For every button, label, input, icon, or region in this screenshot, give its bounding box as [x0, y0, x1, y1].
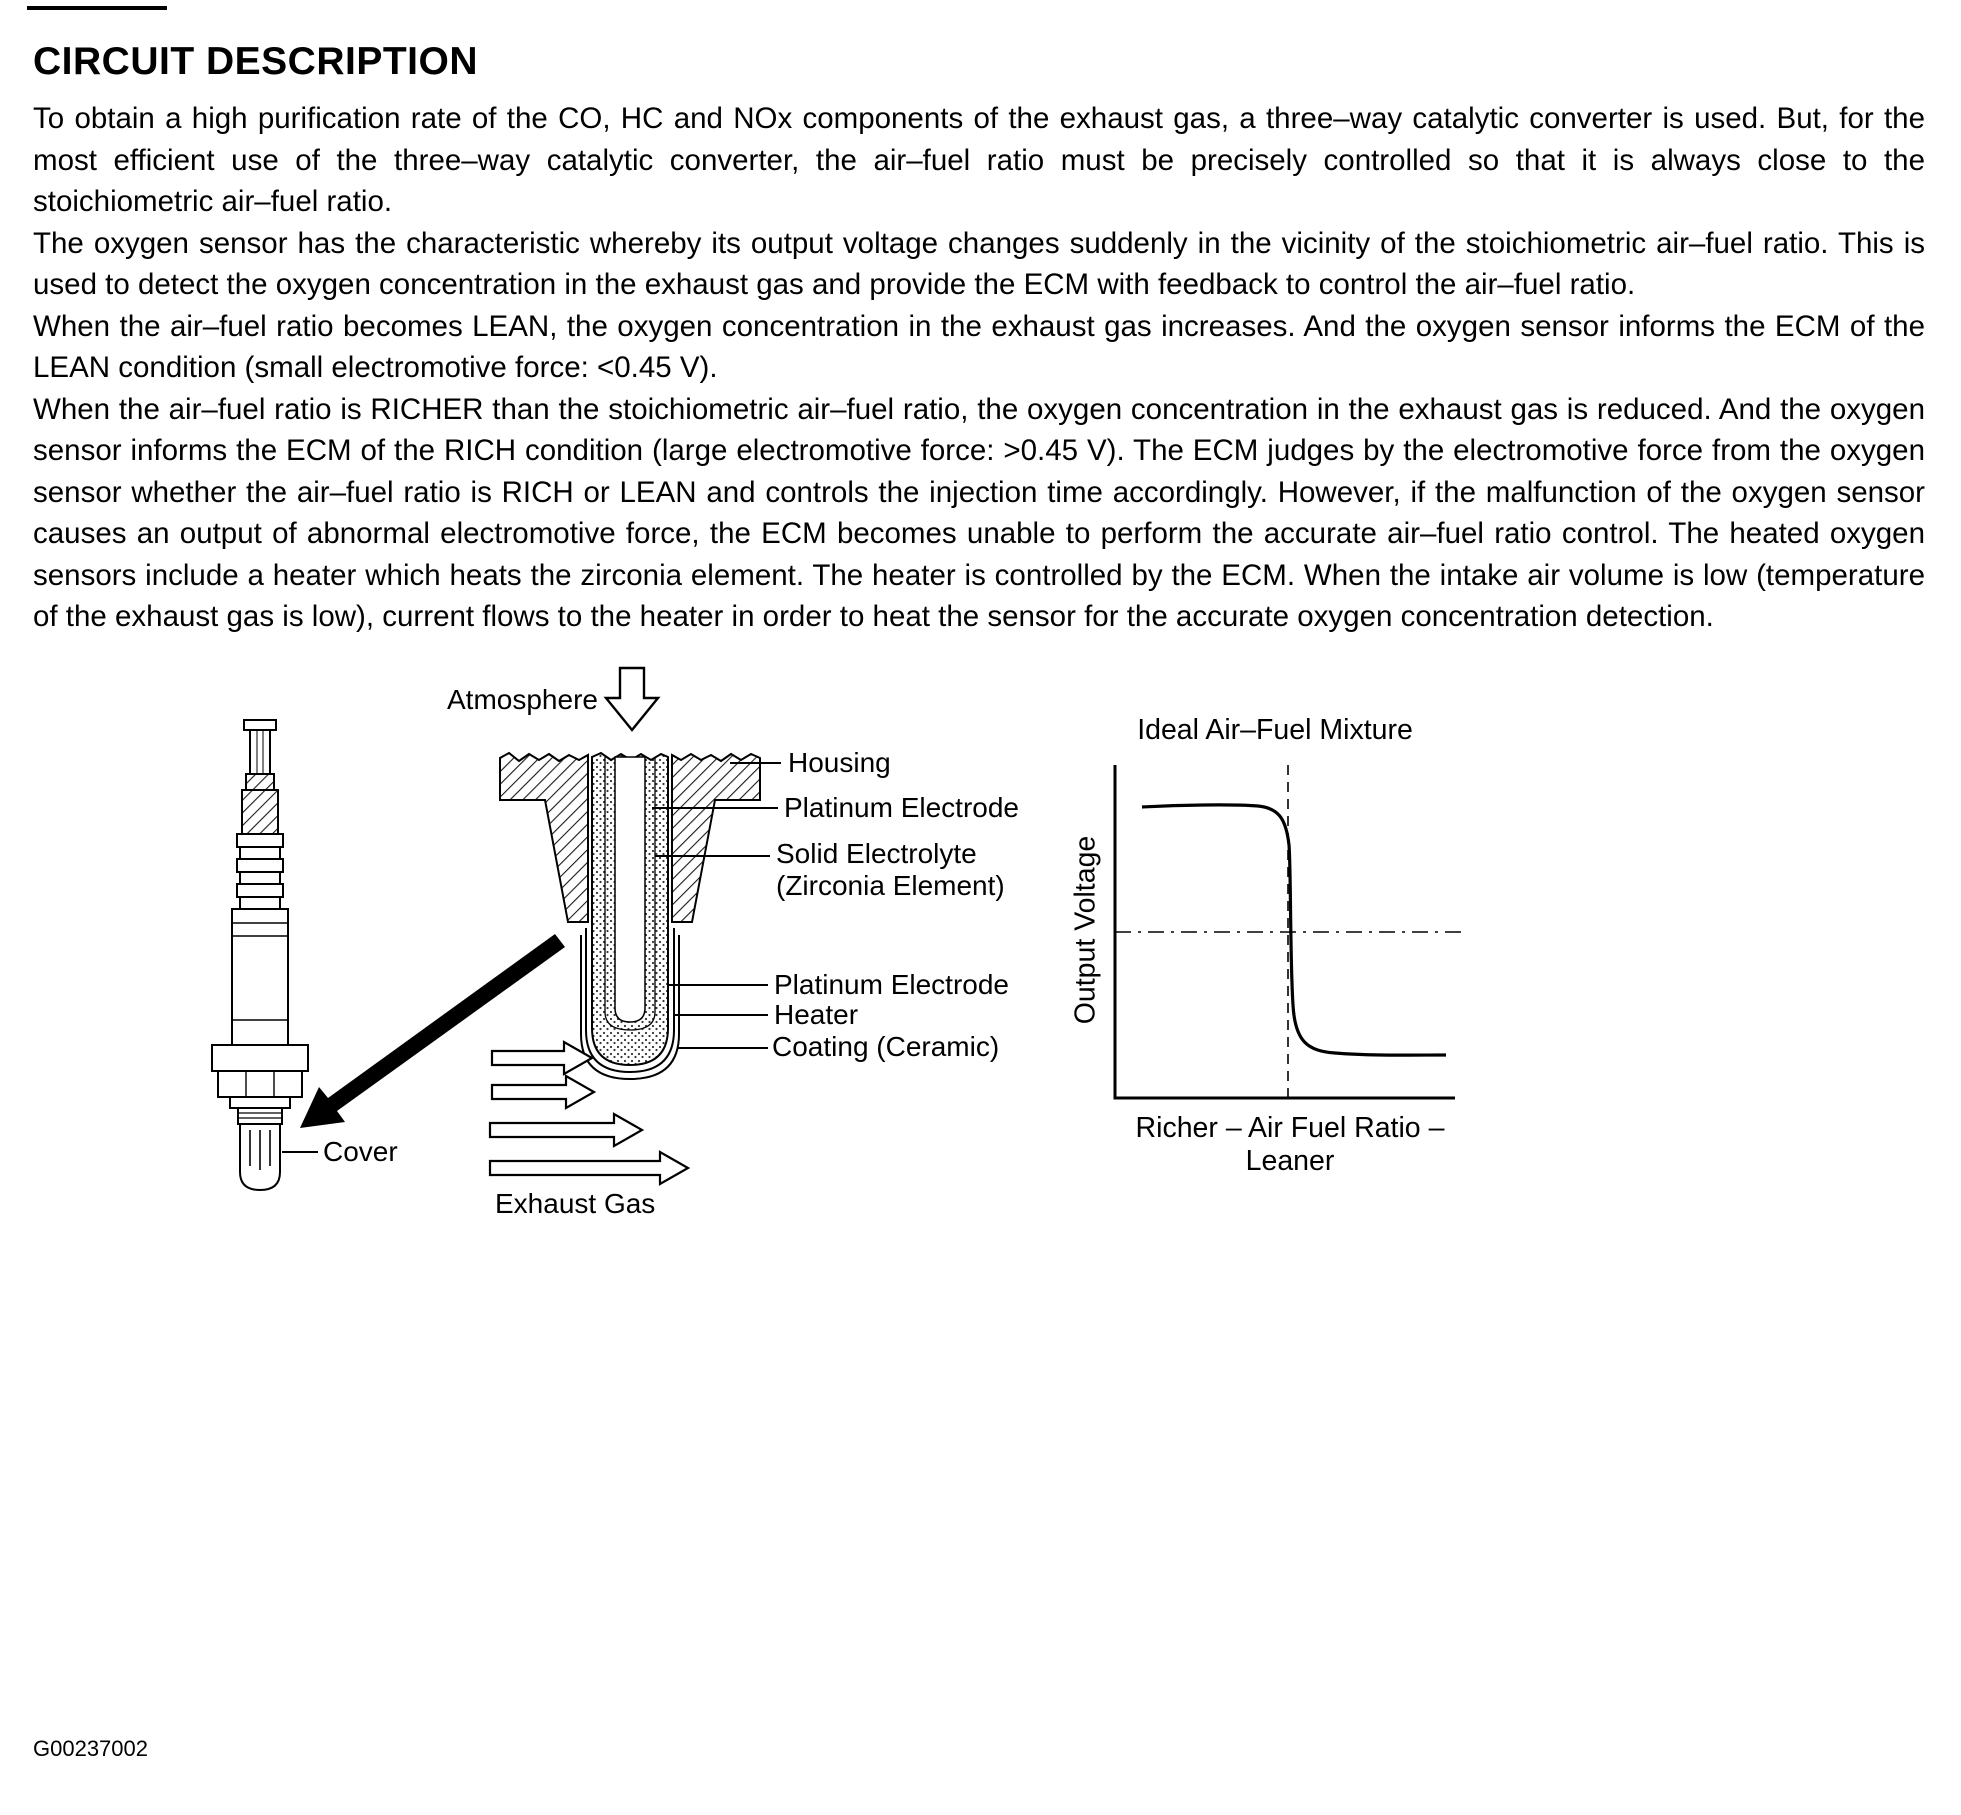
atmosphere-arrow-icon: [606, 668, 658, 730]
solid-electrolyte-label-line2: (Zirconia Element): [776, 869, 1005, 901]
atmosphere-label: Atmosphere: [447, 683, 598, 715]
paragraph-2: The oxygen sensor has the characteristic whereby its output voltage changes suddenly in the vicinity of the stoichiometric air–fuel ratio. This is used to detect the oxygen concentration in the exhaust gas and provide the ECM with feedback to control the air–fuel ratio.: [33, 226, 1925, 301]
cover-label: Cover: [323, 1135, 398, 1167]
graph-title: Ideal Air–Fuel Mixture: [1137, 713, 1413, 746]
oxygen-sensor-figure: [0, 660, 1961, 1260]
voltage-graph: [1115, 765, 1462, 1098]
platinum-electrode-top-label: Platinum Electrode: [784, 791, 1020, 823]
page-title: CIRCUIT DESCRIPTION: [33, 40, 479, 83]
figure-id: G00237002: [33, 1736, 148, 1761]
paragraph-4: When the air–fuel ratio is RICHER than the stoichiometric air–fuel ratio, the oxygen concentration in the exhaust gas is reduced. And the oxygen sensor informs the ECM of the RICH condition (large electromotive force: >0.45 V). The ECM judges by the electromotive force from the oxygen sensor whether the air–fuel ratio is RICH or LEAN and controls the injection time accordingly. However, if the malfunction of the oxygen sensor causes an output of abnormal electromotive force, the ECM becomes unable to perform the accurate air–fuel ratio control. The heated oxygen sensors include a heater which heats the zirconia element. The heater is controlled by the ECM. When the intake air volume is low (temperature of the exhaust gas is low), current flows to the heater in order to heat the sensor for the accurate oxygen concentration detection.: [33, 392, 1925, 633]
paragraph-1: To obtain a high purification rate of the CO, HC and NOx components of the exhaust gas, a three–way catalytic converter is used. But, for the most efficient use of the three–way catalytic converter, the air–fuel ratio must be precisely controlled so that it is always close to the stoichiometric air–fuel ratio.: [33, 102, 1925, 218]
solid-electrolyte-label-line1: Solid Electrolyte: [776, 837, 977, 869]
housing-label: Housing: [788, 746, 891, 778]
coating-label: Coating (Ceramic): [772, 1030, 1000, 1062]
exhaust-gas-label: Exhaust Gas: [495, 1187, 656, 1219]
oxygen-sensor-diagram: [0, 660, 1961, 1260]
graph-y-axis-label: Output Voltage: [1069, 835, 1102, 1024]
platinum-electrode-bottom-label: Platinum Electrode: [774, 968, 1010, 1000]
oxygen-sensor-illustration: [212, 720, 308, 1190]
paragraph-3: When the air–fuel ratio becomes LEAN, the oxygen concentration in the exhaust gas increases. And the oxygen sensor informs the ECM of the LEAN condition (small electromotive force: <0.45 V).: [33, 309, 1925, 384]
circuit-description-text: [33, 98, 1925, 638]
graph-x-axis-label: Richer – Air Fuel Ratio – Leaner: [1135, 1111, 1445, 1177]
sensor-cross-section: [500, 753, 760, 1079]
page-edge-mark: [27, 6, 167, 10]
voltage-curve: [1142, 804, 1446, 1054]
heater-label: Heater: [774, 998, 859, 1030]
circuit-description-section: [0, 0, 1961, 638]
